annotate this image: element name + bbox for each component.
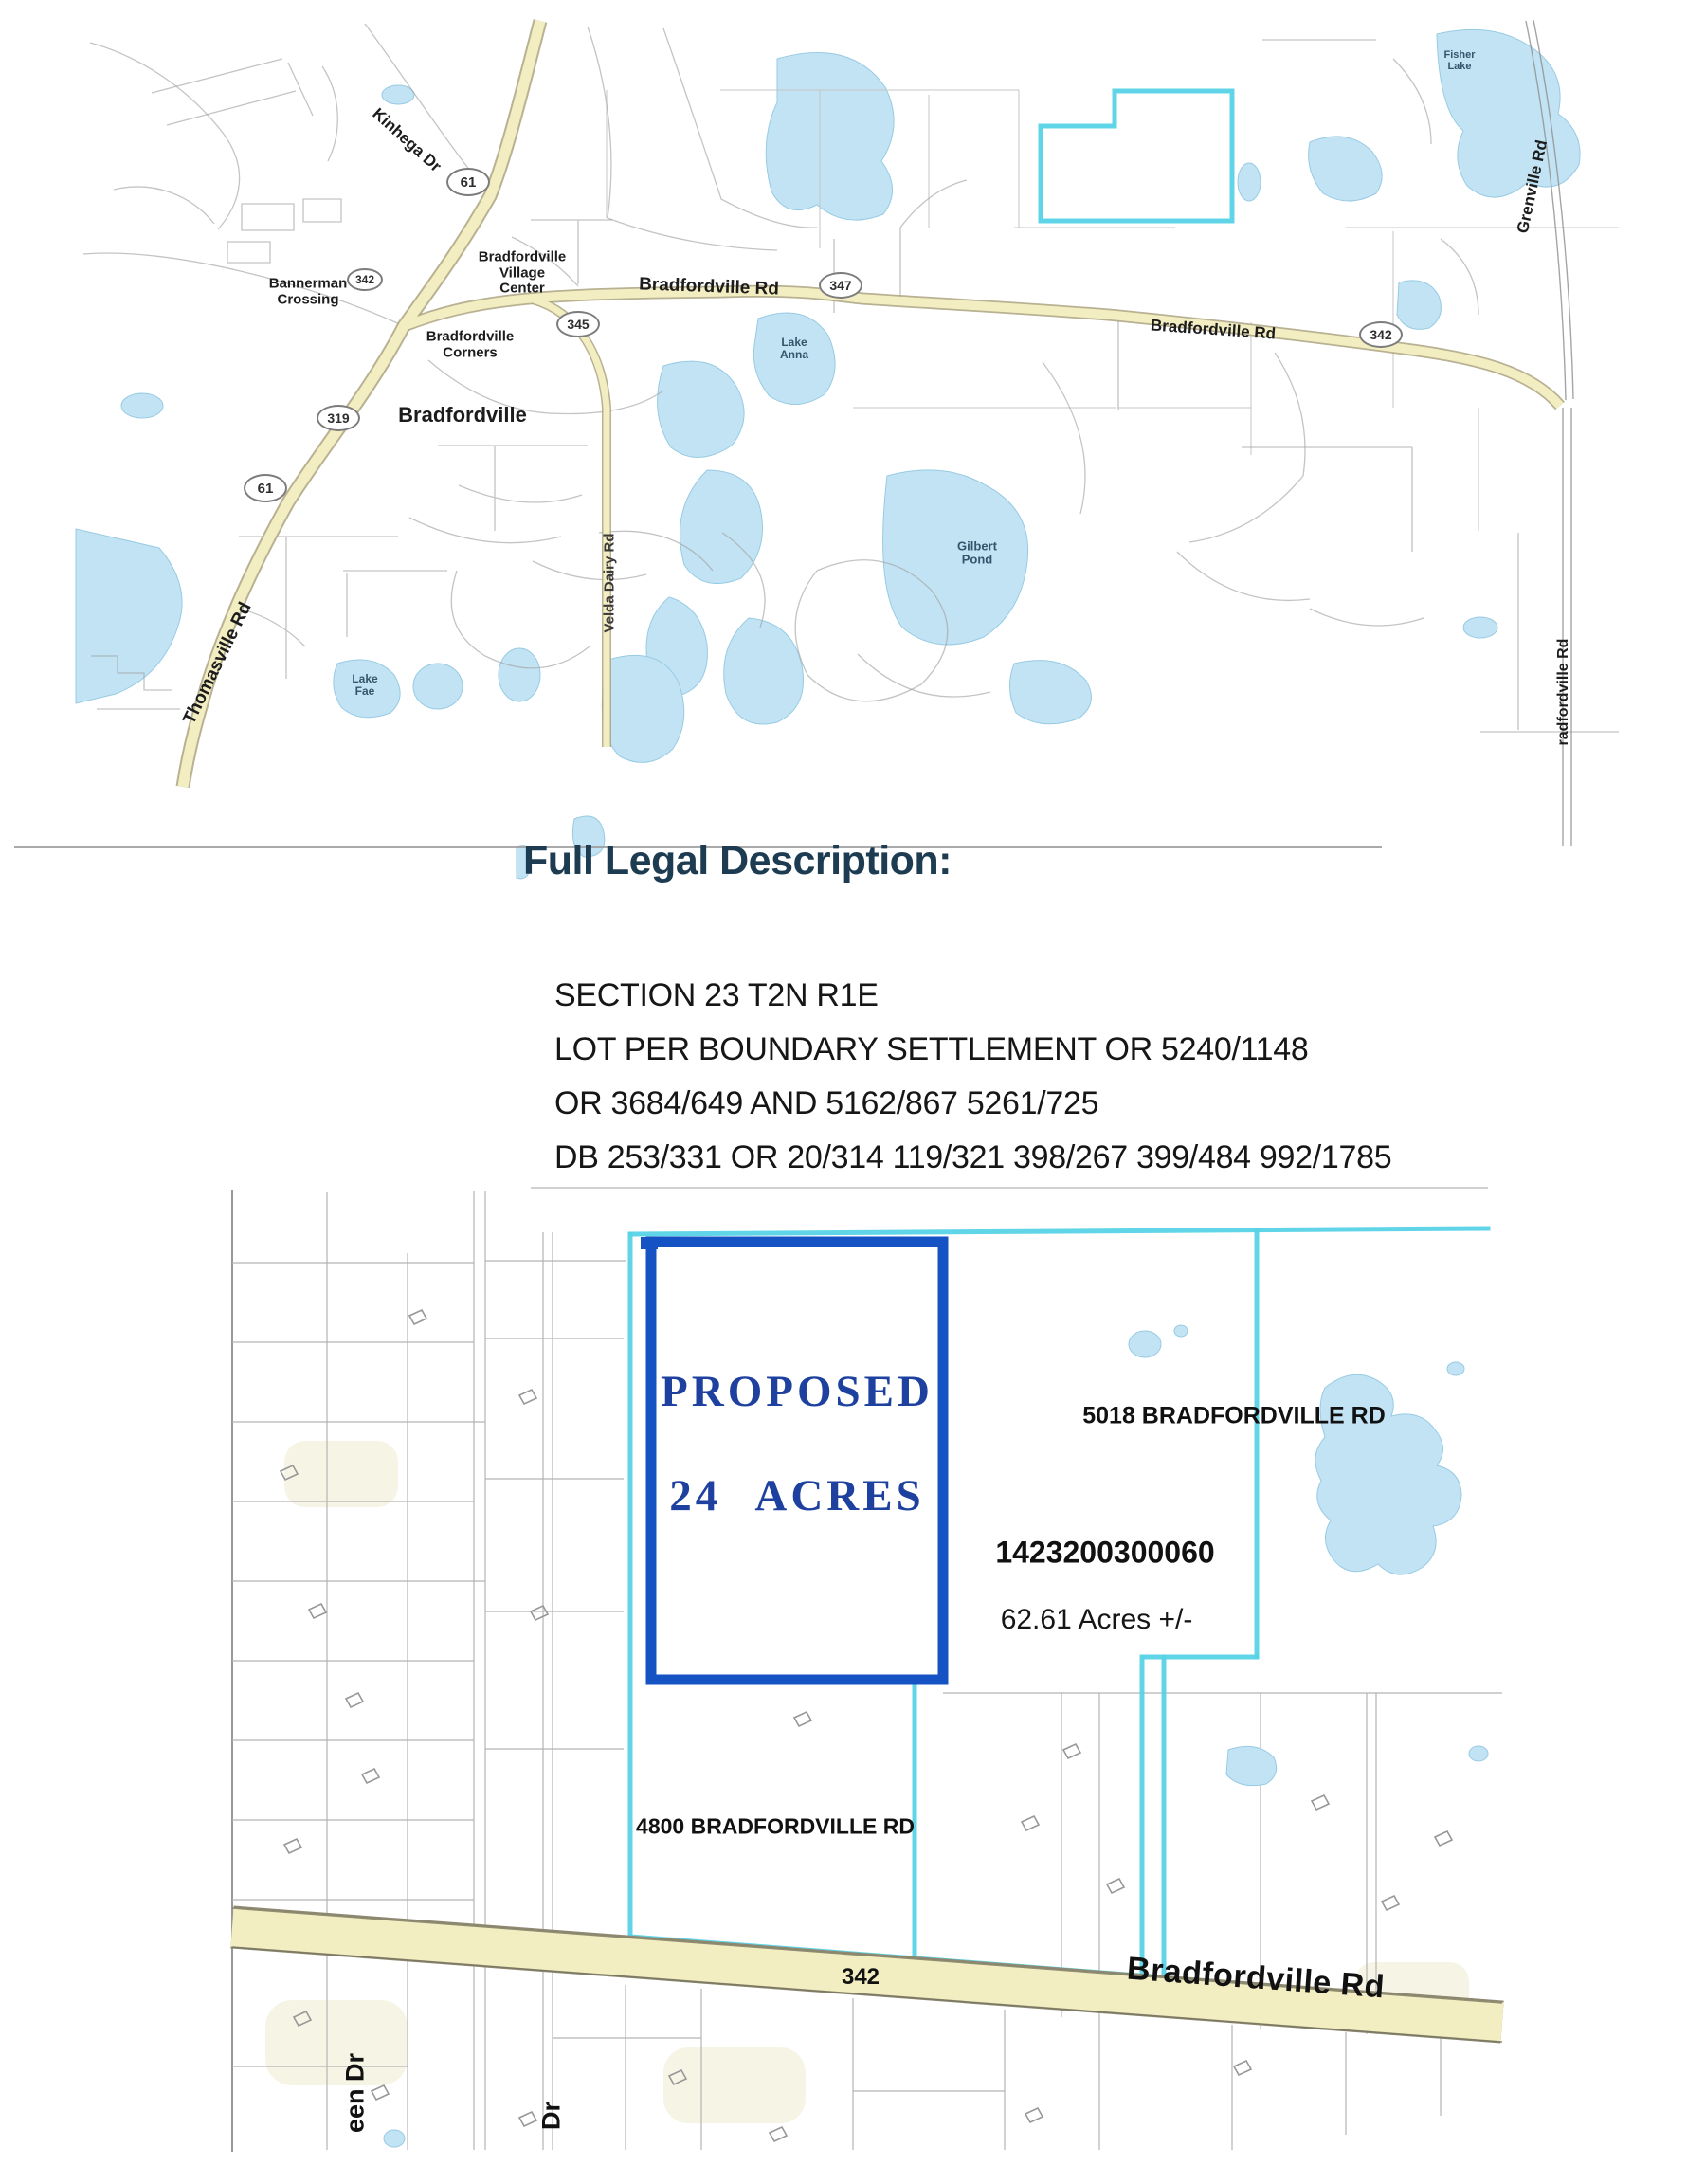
water-label-lake-fae	[352, 673, 377, 698]
legal-line-1: SECTION 23 T2N R1E	[554, 977, 879, 1013]
water-label-line: Lake	[1447, 61, 1472, 72]
road-label-thomasville-rd: Thomasville Rd	[179, 599, 256, 728]
legal-line-2: LOT PER BOUNDARY SETTLEMENT OR 5240/1148	[554, 1031, 1309, 1067]
route-shield-342-east-icon: 342	[1381, 335, 1424, 361]
route-shield-342-west-icon: 342	[365, 280, 401, 302]
place-label-bradfordville: Bradfordville	[398, 403, 527, 427]
water-label-line: Gilbert	[957, 538, 997, 554]
road-label-grenville-rd: Grenville Rd	[1513, 137, 1551, 235]
road-label-kinhega: Kinhega Dr	[369, 104, 445, 176]
parcel-map	[232, 1188, 1502, 2152]
proposed-label-line2: 24 ACRES	[669, 1471, 925, 1520]
water-label-line: Lake	[352, 671, 378, 685]
top-map	[76, 20, 1619, 879]
place-label-line: Village	[499, 264, 546, 281]
top-map-highlighted-parcel	[1041, 91, 1232, 221]
route-shield-347-icon: 347	[841, 285, 884, 312]
place-label-bradfordville-village-center	[479, 249, 567, 297]
place-label-line: Corners	[443, 344, 498, 360]
parcel-id-label: 1423200300060	[995, 1535, 1215, 1570]
place-label-line: Bradfordville	[478, 248, 567, 265]
water-label-gilbert-pond	[957, 540, 997, 568]
road-label-bradfordville-rd-west: Bradfordville Rd	[638, 274, 780, 300]
street-label-dr: Dr	[536, 2101, 566, 2131]
street-label-green-dr: een Dr	[340, 2052, 370, 2134]
route-number-342-label: 342	[841, 1964, 880, 1990]
route-shield-345-icon: 345	[578, 324, 622, 351]
proposed-label-line1: PROPOSED	[661, 1367, 934, 1416]
road-label-bradfordville-rd-bottom: Bradfordville Rd	[1125, 1950, 1387, 2006]
place-label-bradfordville-corners	[426, 330, 515, 361]
route-shield-319-icon: 319	[338, 418, 382, 445]
road-label-velda-dairy-rd: Velda Dairy Rd	[601, 533, 618, 633]
legal-description-block	[554, 969, 1391, 1185]
top-map-lakes	[76, 29, 1580, 879]
acreage-label: 62.61 Acres +/-	[1000, 1604, 1193, 1635]
water-label-fisher-lake	[1443, 49, 1475, 72]
water-label-line: Fae	[354, 684, 375, 698]
water-label-lake-anna	[780, 337, 808, 361]
road-label-bradfordville-rd-vertical: radfordville Rd	[1555, 638, 1571, 746]
legal-description-heading: Full Legal Description:	[523, 838, 952, 883]
water-label-line: Lake	[781, 335, 807, 349]
water-label-line: Pond	[961, 553, 993, 567]
place-label-line: Center	[499, 280, 545, 297]
legal-line-4: DB 253/331 OR 20/314 119/321 398/267 399/484 992/1785	[554, 1139, 1392, 1175]
place-label-bannerman-crossing	[269, 277, 348, 308]
place-label-line: Bradfordville	[426, 328, 515, 345]
route-shield-61-north-icon: 61	[468, 182, 512, 210]
water-label-line: Anna	[780, 348, 808, 361]
place-label-line: Crossing	[277, 291, 339, 307]
water-label-line: Fisher	[1443, 48, 1476, 61]
place-label-line: Bannerman	[268, 275, 348, 292]
address-label-4800-bradfordville: 4800 BRADFORDVILLE RD	[636, 1813, 915, 1839]
address-label-5018-bradfordville: 5018 BRADFORDVILLE RD	[1082, 1402, 1386, 1429]
legal-line-3: OR 3684/649 AND 5162/867 5261/725	[554, 1085, 1099, 1121]
route-shield-61-south-icon: 61	[265, 488, 309, 517]
road-label-bradfordville-rd-east: Bradfordville Rd	[1150, 316, 1277, 343]
proposed-parcel-box	[641, 1237, 943, 1680]
